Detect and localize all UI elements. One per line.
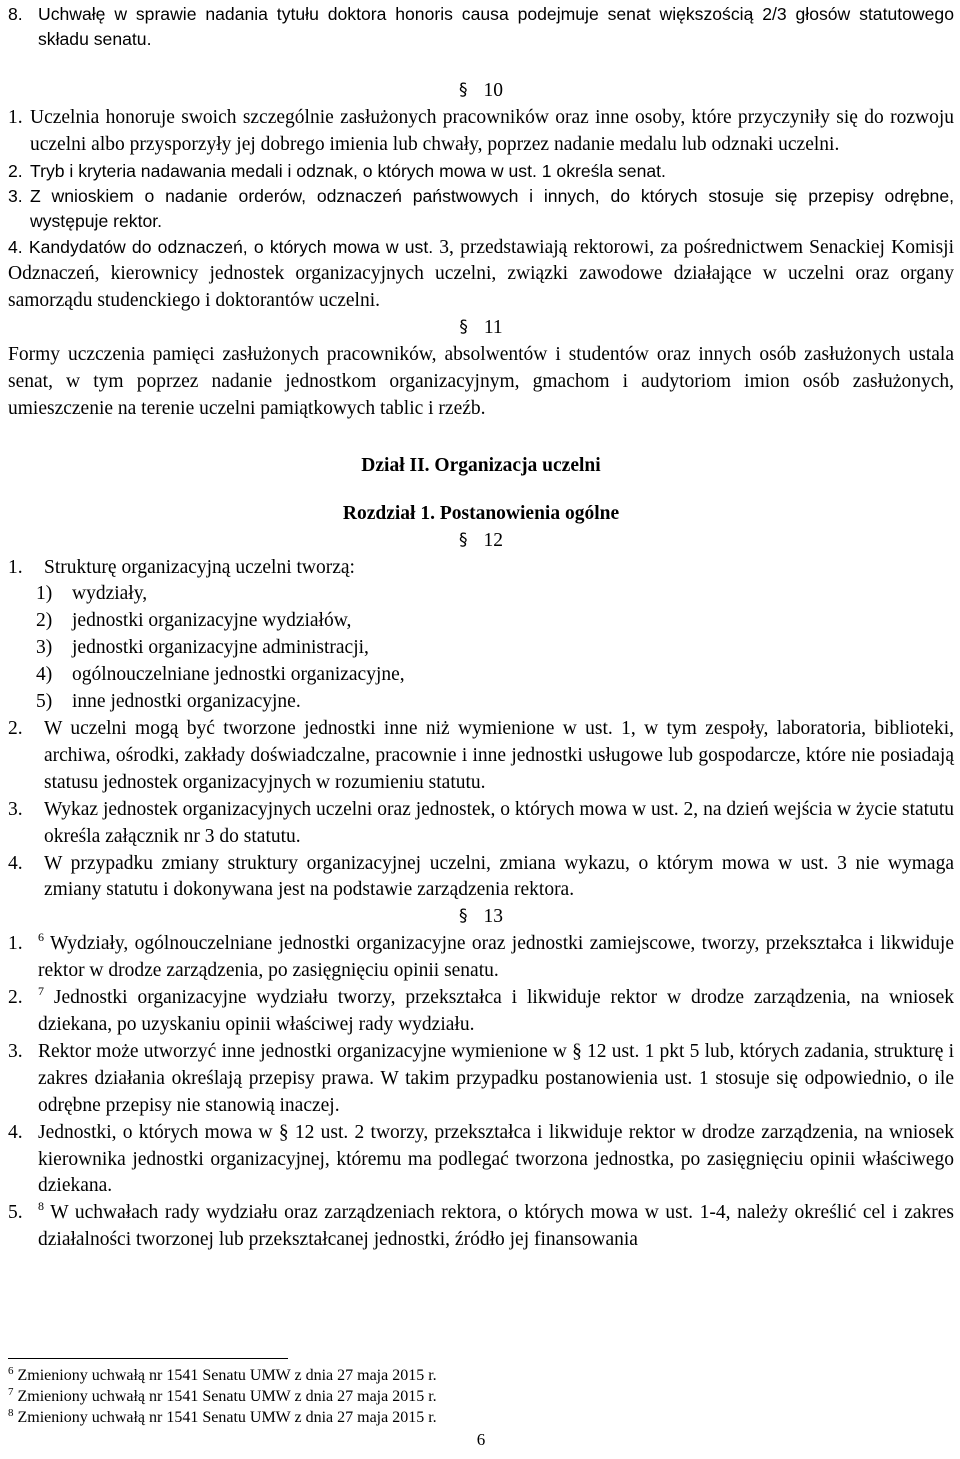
footnote-ref: 8 — [38, 1199, 44, 1214]
subitem-text: ogólnouczelniane jednostki organizacyjne, — [72, 664, 405, 686]
item-text: Uczelnia honoruje swoich szczególnie zasłużonych pracowników oraz inne osoby, które przyczyniły się do rozwoju uczelni albo przysporzyły jej dobrego imienia lub chwały, poprzez nadanie medalu lub odznaki uczelni. — [30, 107, 954, 156]
footnote-mark: 7 — [8, 1386, 14, 1399]
subitem-text: jednostki organizacyjne wydziałów, — [72, 610, 352, 632]
subitem-number: 5) — [36, 691, 53, 713]
division-title: Dział II. Organizacja uczelni — [361, 454, 601, 476]
item-text: Wydziały, ogólnouczelniane jednostki organizacyjne oraz jednostki zamiejscowe, tworzy, przekształca i likwiduje rektor w drodze zarządzenia, po zasięgnięciu opinii senatu. — [38, 933, 954, 982]
section-heading-11 — [8, 315, 954, 342]
footnote — [8, 1407, 954, 1428]
item-text: W uchwałach rady wydziału oraz zarządzeniach rektora, o których mowa w ust. 1-4, należy określić cel i zakres działalności tworzonej lub przekształcanej jednostki, źródło jej finansowania — [38, 1202, 955, 1251]
intro-item — [8, 2, 954, 52]
item-text: Wykaz jednostek organizacyjnych uczelni oraz jednostek, o których mowa w ust. 2, na dzień wejścia w życie statutu określa załącznik nr 3 do statutu. — [44, 798, 954, 847]
chapter-title: Rozdział 1. Postanowienia ogólne — [342, 502, 620, 524]
item-number: 5. — [8, 1202, 23, 1224]
subitem-number: 1) — [36, 583, 53, 605]
item-number: 2. — [8, 161, 23, 182]
item-text-part-b: 3, przedstawiają rektorowi, za pośrednictwem Senackiej Komisji Odznaczeń, kierownicy jednostek organizacyjnych uczelni, związki zawodowe działające w uczelni oraz organy samorządu studenckiego i doktorantów uczelni. — [8, 236, 954, 312]
s13-item-2 — [8, 985, 954, 1039]
footnote-text: Zmieniony uchwałą nr 1541 Senatu UMW z dnia 27 maja 2015 r. — [17, 1367, 437, 1384]
list-item — [36, 608, 954, 635]
item-number: 2. — [8, 718, 23, 739]
item-number: 1. — [8, 107, 23, 129]
section-heading-13 — [8, 904, 954, 931]
list-item — [36, 662, 954, 689]
item-number: 3. — [8, 1040, 23, 1062]
item-text: Jednostki organizacyjne wydziału tworzy, przekształca i likwiduje rektor w drodze zarządzenia, na wniosek dziekana, po uzyskaniu opinii właściwej rady wydziału. — [38, 987, 955, 1035]
footnote-text: Zmieniony uchwałą nr 1541 Senatu UMW z dnia 27 maja 2015 r. — [17, 1409, 437, 1427]
paragraph-sign: § — [459, 906, 468, 927]
footnote — [8, 1365, 954, 1386]
subitem-text: inne jednostki organizacyjne. — [72, 691, 301, 713]
item-text: Tryb i kryteria nadawania medali i odznak, o których mowa w ust. 1 określa senat. — [30, 161, 666, 182]
section-number: 13 — [483, 906, 503, 928]
footnote-text: Zmieniony uchwałą nr 1541 Senatu UMW z dnia 27 maja 2015 r. — [17, 1388, 437, 1406]
s12-item-2 — [8, 716, 954, 797]
paragraph-sign: § — [459, 80, 468, 101]
list-item — [36, 581, 954, 608]
subitem-text: wydziały, — [72, 583, 148, 605]
footnote-ref: 7 — [38, 984, 44, 999]
subitem-number: 4) — [36, 664, 53, 686]
s12-subitem-list — [8, 581, 954, 716]
s13-item-5 — [8, 1200, 954, 1254]
section-heading-10 — [8, 78, 954, 105]
subitem-number: 2) — [36, 610, 53, 632]
section-number: 10 — [483, 80, 503, 102]
s10-item-4 — [8, 235, 954, 316]
item-text: Z wnioskiem o nadanie orderów, odznaczeń państwowych i innych, do których stosuje się przepisy odrębne, występuje rektor. — [30, 186, 954, 232]
item-text: Uchwałę w sprawie nadania tytułu doktora honoris causa podejmuje senat większością 2/3 głosów statutowego składu senatu. — [38, 4, 954, 50]
item-number: 3. — [8, 798, 23, 820]
footnote-mark: 8 — [8, 1407, 14, 1420]
s13-item-4 — [8, 1120, 954, 1201]
s12-item-1 — [8, 555, 954, 582]
item-text: W przypadku zmiany struktury organizacyjnej uczelni, zmiana wykazu, o którym mowa w ust. 3 nie wymaga zmiany statutu i dokonywana jest na podstawie zarządzenia rektora. — [44, 852, 954, 901]
page-number: 6 — [476, 1430, 486, 1450]
s13-item-1 — [8, 931, 954, 985]
item-text: Rektor może utworzyć inne jednostki organizacyjne wymienione w § 12 ust. 1 pkt 5 lub, których zadania, strukturę i zakres działania określają przepisy prawa. W takim przypadku postanowienia ust. 1 stosuje się odpowiednio, o ile odrębne przepisy nie stanowią inaczej. — [38, 1040, 954, 1116]
item-number: 4. — [8, 236, 23, 257]
item-text: W uczelni mogą być tworzone jednostki inne niż wymienione w ust. 1, w tym zespoły, laboratoria, biblioteki, archiwa, ośrodki, zakłady doświadczalne, pracownie i inne jednostki usługowe lub gospodarcze, które nie posiadają statusu jednostek organizacyjnych w rozumieniu statutu. — [44, 718, 954, 793]
s10-item-1 — [8, 105, 954, 159]
item-text: Strukturę organizacyjną uczelni tworzą: — [44, 556, 355, 578]
paragraph-sign: § — [459, 529, 468, 550]
s12-item-3 — [8, 797, 954, 851]
item-number: 4. — [8, 1121, 23, 1143]
s10-item-2 — [8, 159, 954, 184]
footnote-divider — [8, 1358, 288, 1359]
footnotes — [8, 1358, 954, 1452]
footnote — [8, 1386, 954, 1407]
list-item — [36, 689, 954, 716]
section-number: 11 — [483, 317, 503, 339]
subitem-number: 3) — [36, 637, 53, 659]
item-number: 8. — [8, 4, 23, 24]
s11-text: Formy uczczenia pamięci zasłużonych pracowników, absolwentów i studentów oraz innych osób zasłużonych ustala senat, w tym poprzez nadanie jednostkom organizacyjnym, gmachom i audytoriom imion osób zasłużonych, umieszczenie na terenie uczelni pamiątkowych tablic i rzeźb. — [8, 344, 954, 419]
s13-item-3 — [8, 1039, 954, 1120]
item-number: 3. — [8, 186, 23, 207]
item-number: 1. — [8, 556, 23, 578]
item-number: 2. — [8, 987, 23, 1009]
s12-item-4 — [8, 851, 954, 905]
item-number: 1. — [8, 933, 23, 955]
item-text-part-a: Kandydatów do odznaczeń, o których mowa w ust. — [28, 236, 434, 257]
section-heading-12 — [8, 528, 954, 555]
item-number: 4. — [8, 852, 23, 874]
footnote-ref: 6 — [38, 930, 44, 945]
s10-item-3 — [8, 184, 954, 234]
paragraph-sign: § — [459, 317, 468, 338]
item-text: Jednostki, o których mowa w § 12 ust. 2 tworzy, przekształca i likwiduje rektor w drodze zarządzenia, na wniosek kierownika jednostki organizacyjnej, któremu ma podlegać tworzona jednostka, po zasięgnięciu opinii właściwego dziekana. — [38, 1121, 954, 1197]
footnote-mark: 6 — [8, 1365, 14, 1377]
section-number: 12 — [483, 529, 503, 551]
subitem-text: jednostki organizacyjne administracji, — [72, 637, 369, 659]
list-item — [36, 635, 954, 662]
